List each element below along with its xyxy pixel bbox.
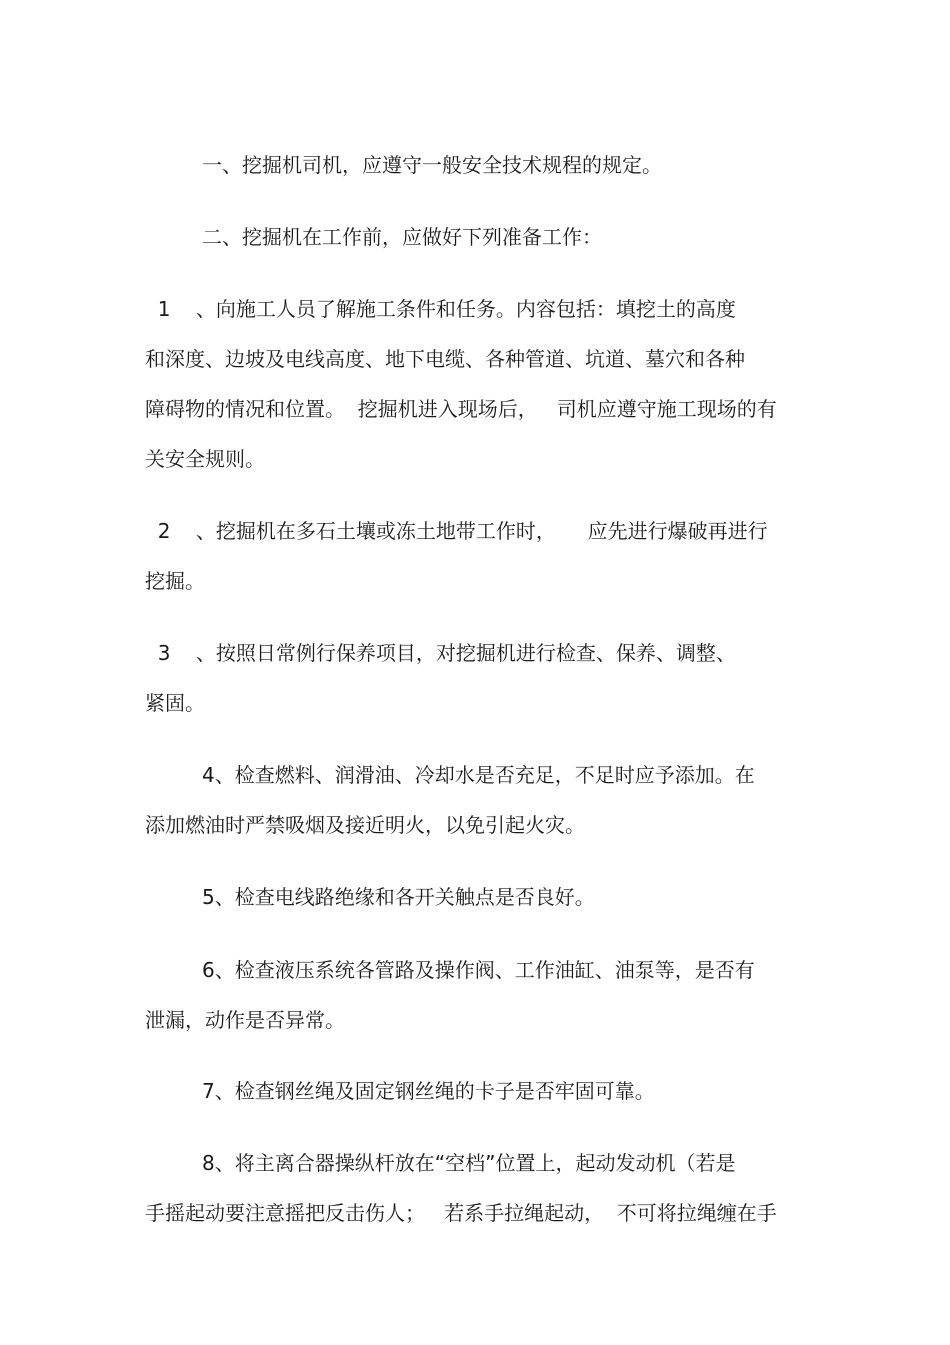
paragraph-line: 5、检查电线路绝缘和各开关触点是否良好。 [202, 885, 595, 909]
paragraph-line: 6、检查液压系统各管路及操作阀、工作油缸、油泵等，是否有 [202, 958, 755, 982]
paragraph-line: 1 、向施工人员了解施工条件和任务。内容包括：填挖土的高度 [145, 297, 736, 321]
paragraph-line: 4、检查燃料、润滑油、冷却水是否充足，不足时应予添加。在 [202, 763, 755, 787]
paragraph-line: 挖掘。 [145, 569, 205, 593]
paragraph-line: 8、将主离合器操纵杆放在“空档”位置上，起动发动机（若是 [202, 1151, 736, 1175]
paragraph-line: 手摇起动要注意摇把反击伤人； 若系手拉绳起动， 不可将拉绳缠在手 [145, 1201, 777, 1225]
paragraph-line: 添加燃油时严禁吸烟及接近明火，以免引起火灾。 [145, 813, 585, 837]
paragraph-line: 关安全规则。 [145, 447, 265, 471]
paragraph-line: 泄漏，动作是否异常。 [145, 1008, 345, 1032]
paragraph-line: 7、检查钢丝绳及固定钢丝绳的卡子是否牢固可靠。 [202, 1079, 655, 1103]
paragraph-line: 一、挖掘机司机，应遵守一般安全技术规程的规定。 [202, 153, 662, 177]
paragraph-line: 和深度、边坡及电线高度、地下电缆、各种管道、坑道、墓穴和各种 [145, 347, 745, 371]
paragraph-line: 3 、按照日常例行保养项目，对挖掘机进行检查、保养、调整、 [145, 641, 736, 665]
paragraph-line: 障碍物的情况和位置。 挖掘机进入现场后， 司机应遵守施工现场的有 [145, 397, 777, 421]
paragraph-line: 二、挖掘机在工作前，应做好下列准备工作： [202, 225, 602, 249]
paragraph-line: 紧固。 [145, 691, 205, 715]
paragraph-line: 2 、挖掘机在多石土壤或冻土地带工作时， 应先进行爆破再进行 [145, 519, 768, 543]
